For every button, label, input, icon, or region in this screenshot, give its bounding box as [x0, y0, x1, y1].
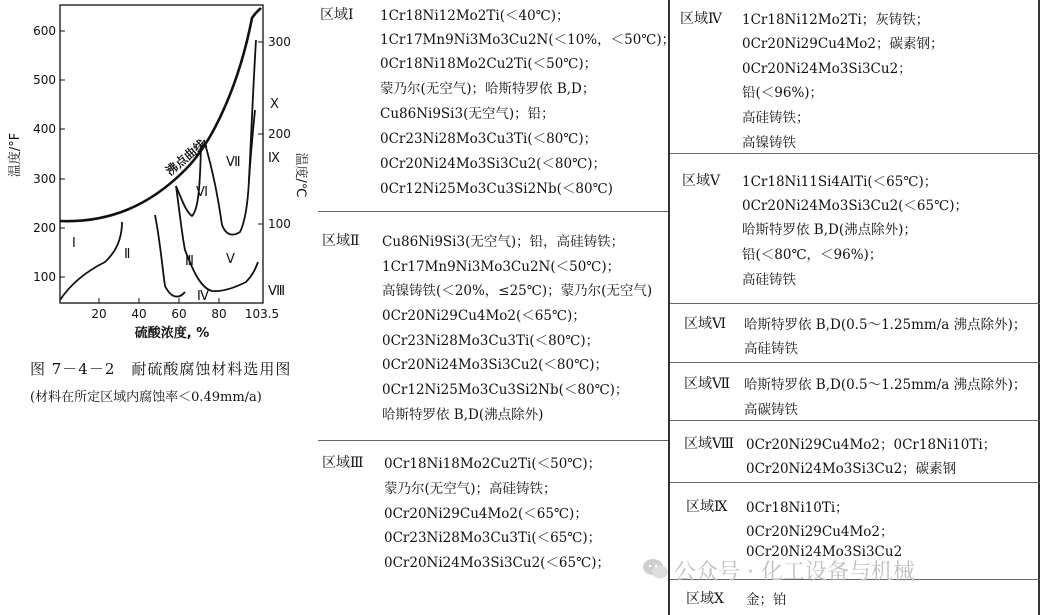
- wechat-icon: [642, 557, 670, 581]
- zone-title: 区域Ⅹ: [686, 591, 724, 607]
- material-item: 铅(＜80℃，＜96%)；: [742, 247, 883, 263]
- x-axis: [91, 298, 279, 341]
- material-item: Cu86Ni9Si3(无空气)；铅；: [380, 106, 555, 122]
- divider: [670, 362, 1040, 363]
- region-label-7: Ⅶ: [226, 155, 241, 170]
- region-label-5: Ⅴ: [226, 252, 235, 267]
- material-item: 1Cr17Mn9Ni3Mo3Cu2N(＜50℃)；: [382, 259, 621, 275]
- material-item: 蒙乃尔(无空气)；高硅铸铁；: [384, 481, 557, 497]
- material-item: 0Cr12Ni25Mo3Cu3Si2Nb(＜80℃)；: [382, 382, 629, 398]
- material-item: 0Cr20Ni29Cu4Mo2(＜65℃)；: [382, 308, 586, 324]
- divider: [318, 440, 670, 441]
- figure-caption: 图 7－4－2 耐硫酸腐蚀材料选用图: [30, 360, 292, 378]
- y-right-tick: 300: [268, 35, 291, 49]
- x-tick: 40: [131, 307, 147, 321]
- material-item: 0Cr20Ni29Cu4Mo2；: [746, 524, 894, 540]
- material-item: 0Cr20Ni24Mo3Si3Cu2: [746, 544, 903, 560]
- region-label-8: Ⅷ: [268, 284, 286, 299]
- material-item: 0Cr20Ni24Mo3Si3Cu2；: [742, 61, 912, 77]
- material-item: 1Cr18Ni11Si4AlTi(＜65℃)；: [742, 174, 938, 190]
- material-item: 高镍铸铁: [742, 135, 796, 151]
- material-item: 0Cr20Ni24Mo3Si3Cu2(＜80℃)；: [382, 357, 608, 373]
- material-item: 高硅铸铁；: [742, 110, 810, 126]
- material-item: 高硅铸铁: [742, 272, 796, 288]
- material-item: 0Cr20Ni24Mo3Si3Cu2；碳素钢: [746, 461, 957, 477]
- region-label-4: Ⅳ: [197, 289, 209, 304]
- material-item: 0Cr23Ni28Mo3Cu3Ti(＜65℃)；: [384, 530, 602, 546]
- material-item: 0Cr23Ni28Mo3Cu3Ti(＜80℃)；: [380, 131, 598, 147]
- zone-title: 区域Ⅲ: [322, 455, 364, 471]
- material-item: 哈斯特罗依 B,D(0.5～1.25mm/a 沸点除外)；: [744, 377, 1027, 393]
- material-item: Cu86Ni9Si3(无空气)；铅，高硅铸铁；: [382, 234, 625, 250]
- y-left-tick: 300: [33, 172, 56, 186]
- zone-title: 区域Ⅳ: [680, 11, 722, 27]
- figure-note: (材料在所定区域内腐蚀率＜0.49mm/a): [30, 390, 262, 405]
- region-label-6: Ⅵ: [196, 185, 208, 200]
- material-item: 0Cr20Ni24Mo3Si3Cu2(＜65℃)；: [742, 198, 968, 214]
- corrosion-selection-chart: [0, 0, 310, 345]
- material-item: 0Cr20Ni29Cu4Mo2(＜65℃)；: [384, 506, 588, 522]
- zone-title: 区域Ⅸ: [686, 499, 728, 515]
- y-left-tick: 200: [33, 221, 56, 235]
- material-item: 0Cr23Ni28Mo3Cu3Ti(＜80℃)；: [382, 333, 600, 349]
- material-item: 0Cr20Ni24Mo3Si3Cu2(＜80℃)；: [380, 156, 606, 172]
- zone-title: 区域Ⅰ: [320, 7, 354, 23]
- material-item: 1Cr18Ni12Mo2Ti(＜40℃)；: [380, 8, 570, 24]
- y-left-tick: 500: [33, 73, 56, 87]
- region-label-9: Ⅸ: [268, 151, 280, 166]
- divider: [670, 420, 1040, 421]
- material-item: 高镍铸铁(＜20%，≤25℃)；蒙乃尔(无空气): [382, 283, 653, 299]
- region-label-10: Ⅹ: [270, 97, 279, 112]
- divider: [670, 482, 1040, 483]
- left-axis: [7, 24, 65, 284]
- material-item: 哈斯特罗依 B,D(沸点除外): [382, 407, 544, 423]
- material-item: 蒙乃尔(无空气)；哈斯特罗依 B,D；: [380, 81, 596, 97]
- material-item: 0Cr20Ni24Mo3Si3Cu2(＜65℃)；: [384, 555, 610, 571]
- material-item: 哈斯特罗依 B,D(沸点除外)；: [742, 222, 917, 238]
- boiling-curve-label: 沸点曲线: [162, 136, 209, 179]
- material-item: 0Cr18Ni10Ti；: [746, 500, 849, 516]
- material-item: 高碳铸铁: [744, 402, 798, 418]
- y-right-tick: 200: [268, 127, 291, 141]
- x-tick: 80: [211, 307, 227, 321]
- divider: [670, 303, 1040, 304]
- region-label-2: Ⅱ: [124, 247, 131, 262]
- material-item: 0Cr20Ni29Cu4Mo2；0Cr18Ni10Ti；: [746, 437, 997, 453]
- material-item: 金；铂: [746, 592, 787, 608]
- material-item: 0Cr18Ni18Mo2Cu2Ti(＜50℃)；: [384, 456, 602, 472]
- x-tick: 60: [171, 307, 187, 321]
- divider: [318, 211, 670, 212]
- material-item: 1Cr18Ni12Mo2Ti；灰铸铁；: [742, 12, 930, 28]
- y-left-tick: 100: [33, 270, 56, 284]
- y-left-tick: 400: [33, 122, 56, 136]
- zone-title: 区域Ⅴ: [682, 173, 721, 189]
- y-left-tick: 600: [33, 24, 56, 38]
- zone-title: 区域Ⅶ: [684, 376, 731, 392]
- zone-title: 区域Ⅵ: [684, 316, 727, 332]
- y-right-tick: 100: [268, 217, 291, 231]
- x-tick: 20: [91, 307, 107, 321]
- region-label-1: Ⅰ: [72, 236, 76, 251]
- material-item: 哈斯特罗依 B,D(0.5～1.25mm/a 沸点除外)；: [744, 317, 1027, 333]
- x-tick: 103.5: [244, 307, 280, 321]
- material-item: 铅(＜96%)；: [742, 85, 824, 101]
- y-right-axis-label: 温度/℃: [293, 152, 308, 198]
- divider: [670, 153, 1040, 154]
- watermark: 公众号 · 化工设备与机械: [674, 560, 915, 585]
- material-item: 1Cr17Mn9Ni3Mo3Cu2N(＜10%，＜50℃)；: [380, 32, 676, 48]
- material-item: 0Cr20Ni29Cu4Mo2；碳素钢；: [742, 36, 944, 52]
- region-label-3: Ⅲ: [185, 254, 194, 269]
- boiling-point-curve: [60, 8, 261, 221]
- y-left-axis-label: 温度/°F: [8, 132, 23, 178]
- material-item: 0Cr18Ni18Mo2Cu2Ti(＜50℃)；: [380, 56, 598, 72]
- x-axis-label: 硫酸浓度, %: [134, 326, 210, 341]
- material-item: 高硅铸铁: [744, 341, 798, 357]
- zone-title: 区域Ⅷ: [684, 436, 735, 452]
- right-axis: [258, 35, 309, 231]
- material-item: 0Cr12Ni25Mo3Cu3Si2Nb(＜80℃): [380, 181, 613, 197]
- column-divider: [668, 0, 670, 615]
- zone-title: 区域Ⅱ: [322, 233, 360, 249]
